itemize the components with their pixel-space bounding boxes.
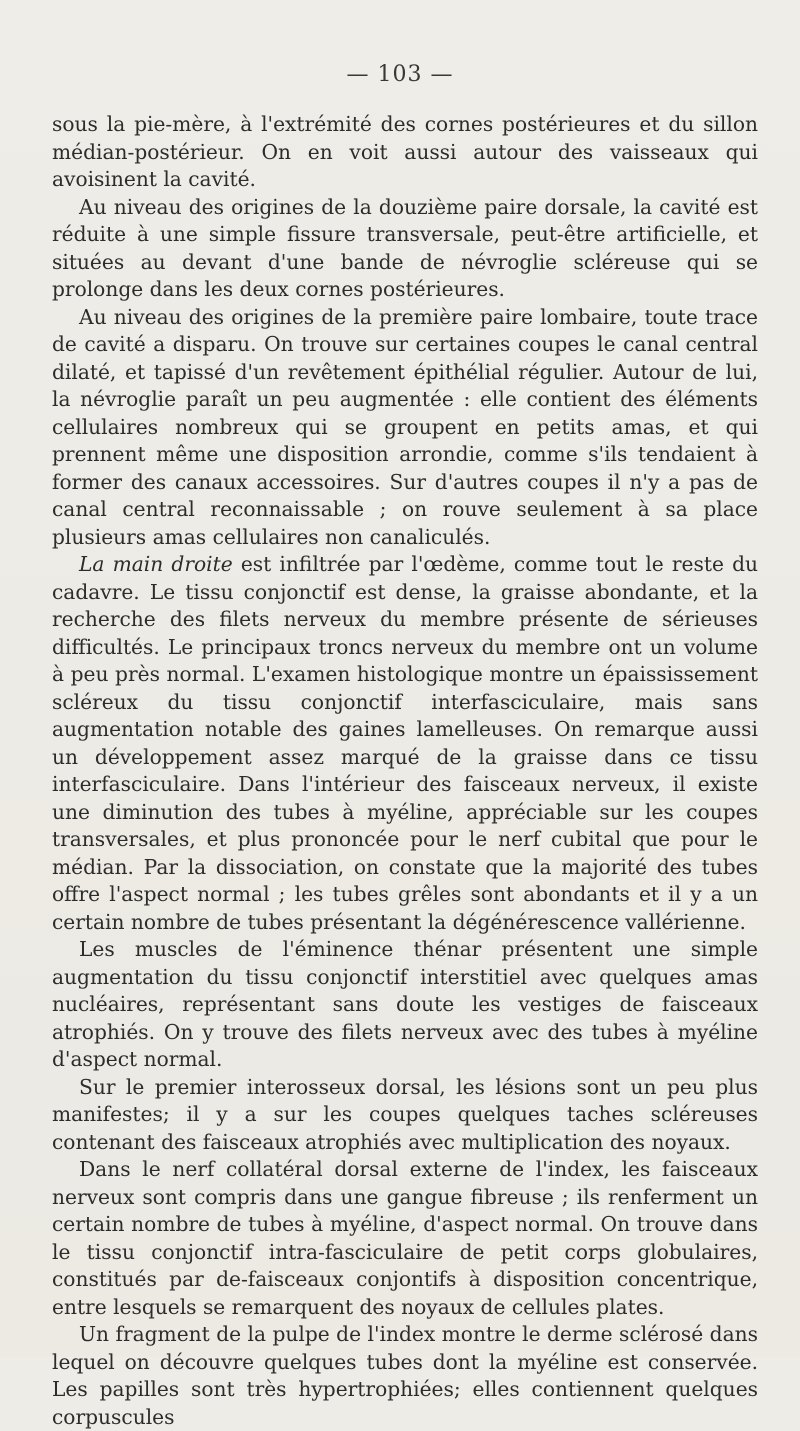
paragraph: Un fragment de la pulpe de l'index montre le derme sclérosé dans lequel on découvre quelques tubes dont la myéline est conservée. Les papilles sont très hypertrophiées; elles contiennent quelques corpuscules <box>52 1322 758 1429</box>
paragraph-right-hand <box>52 551 758 936</box>
body-text <box>52 111 758 1431</box>
paragraph: Dans le nerf collatéral dorsal externe de l'index, les faisceaux nerveux sont compris dans une gangue fibreuse ; ils renferment un certain nombre de tubes à myéline, d'aspect normal. On trouve dans le tissu conjonctif intra-fasciculaire de petit corps globulaires, constitués par de-faisceaux conjontifs à disposition concentrique, entre lesquels se remarquent des noyaux de cellules plates. <box>52 1157 758 1319</box>
paragraph: Les muscles de l'éminence thénar présentent une simple augmentation du tissu conjonctif interstitiel avec quelques amas nucléaires, représentant sans doute les vestiges de faisceaux atrophiés. On y trouve des filets nerveux avec des tubes à myéline d'aspect normal. <box>52 937 758 1071</box>
paragraph: Au niveau des origines de la première paire lombaire, toute trace de cavité a disparu. On trouve sur certaines coupes le canal central dilaté, et tapissé d'un revêtement épithélial régulier. Autour de lui, la névroglie paraît un peu augmentée : elle contient des éléments cellulaires nombreux qui se groupent en petits amas, et qui prennent même une disposition arrondie, comme s'ils tendaient à former des canaux accessoires. Sur d'autres coupes il n'y a pas de canal central reconnaissable ; on rouve seulement à sa place plusieurs amas cellulaires non canaliculés. <box>52 304 758 549</box>
paragraph: Au niveau des origines de la douzième paire dorsale, la cavité est réduite à une simple fissure transversale, peut-être artificielle, et situées au devant d'une bande de névroglie scléreuse qui se prolonge dans les deux cornes postérieures. <box>52 194 758 301</box>
paragraph: sous la pie-mère, à l'extrémité des cornes postérieures et du sillon médian-postérieur. On en voit aussi autour des vaisseaux qui avoisinent la cavité. <box>52 112 758 191</box>
paragraph: Sur le premier interosseux dorsal, les lésions sont un peu plus manifestes; il y a sur les coupes quelques taches scléreuses contenant des faisceaux atrophiés avec multiplication des noyaux. <box>52 1074 758 1154</box>
italic-lead: La main droite <box>79 552 233 576</box>
paragraph-rest: est infiltrée par l'œdème, comme tout le reste du cadavre. Le tissu conjonctif est dense, la graisse abondante, et la recherche des filets nerveux du membre présente de sérieuses difficultés. Le principaux troncs nerveux du membre ont un volume à peu près normal. L'examen histologique montre un épaississement scléreux du tissu conjonctif interfasciculaire, mais sans augmentation notable des gaines lamelleuses. On remarque aussi un développement assez marqué de la graisse dans ce tissu interfasciculaire. Dans l'intérieur des faisceaux nerveux, il existe une diminution des tubes à myéline, appréciable sur les coupes transversales, et plus prononcée pour le nerf cubital que pour le médian. Par la dissociation, on constate que la majorité des tubes offre l'aspect normal ; les tubes grêles sont abondants et il y a un certain nombre de tubes présentant la dégénérescence vallérienne. <box>52 552 759 934</box>
page-number: — 103 — <box>346 62 454 87</box>
